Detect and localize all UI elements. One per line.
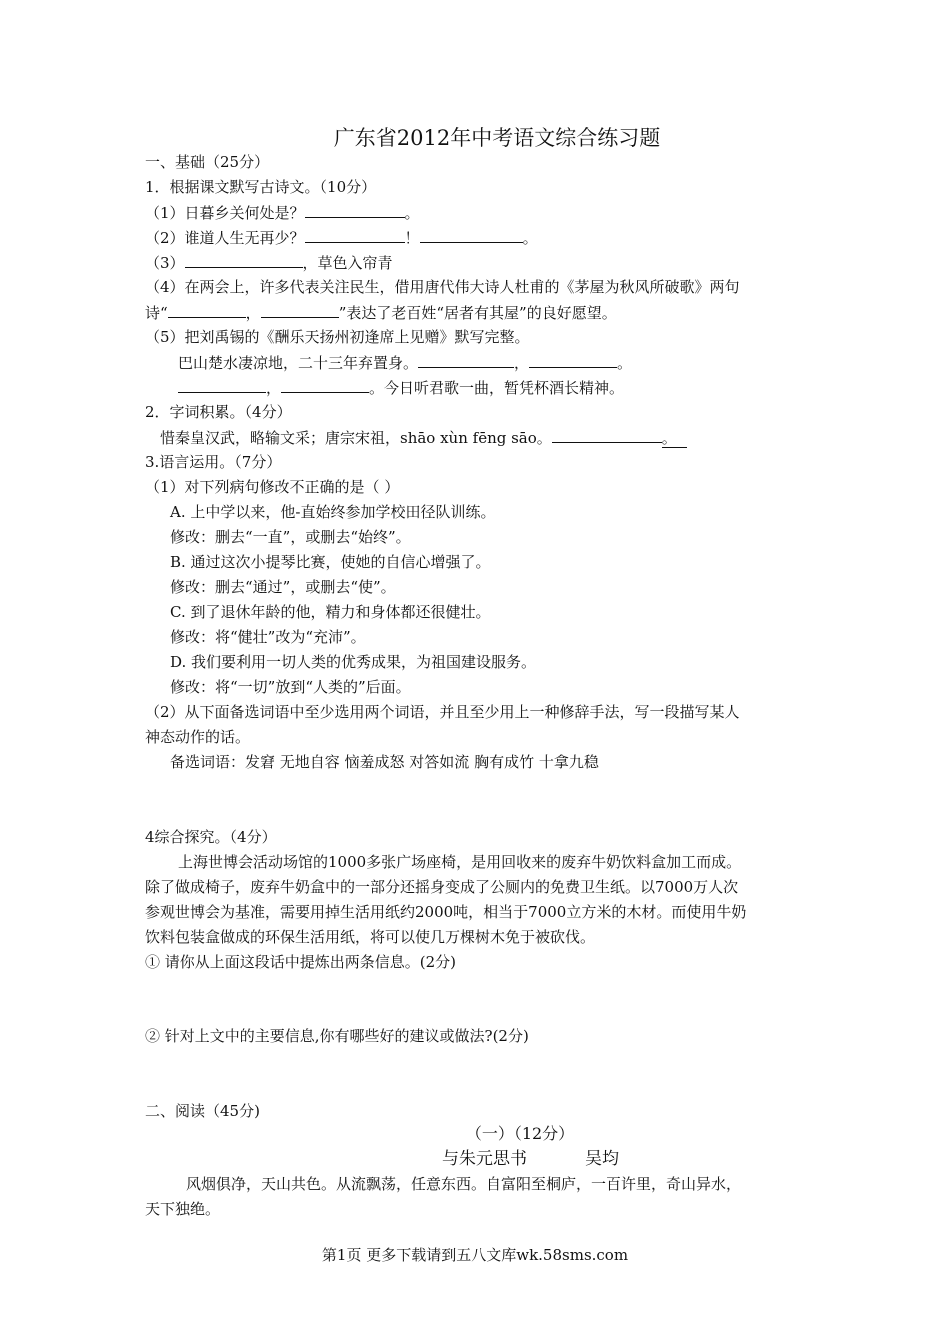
article-text-line: 天下独绝。: [145, 1200, 221, 1218]
article-title: 与朱元思书: [442, 1149, 527, 1169]
answer-blank[interactable]: [420, 227, 523, 243]
answer-blank[interactable]: [529, 352, 617, 368]
answer-blank[interactable]: [261, 302, 339, 318]
q3-option-d: D. 我们要利用一切人类的优秀成果，为祖国建设服务。: [170, 653, 537, 671]
section1-heading: 一、基础（25分）: [145, 153, 270, 171]
q3-option-a: A. 上中学以来，他-直始终参加学校田径队训练。: [170, 503, 496, 521]
q3-word-list: 备选词语：发窘 无地自容 恼羞成怒 对答如流 胸有成竹 十拿九稳: [170, 753, 599, 771]
page-footer: 第1页 更多下载请到五八文库wk.58sms.com: [321, 1246, 629, 1264]
reading-part-label: （一）（12分）: [465, 1124, 575, 1143]
q4-paragraph-line: 除了做成椅子，废弃牛奶盒中的一部分还摇身变成了公厕内的免费卫生纸。以7000万人次: [145, 878, 739, 896]
answer-blank[interactable]: [305, 227, 405, 243]
q1-part4-line2: 诗“ ， ”表达了老百姓“居者有其屋”的良好愿望。: [145, 304, 617, 322]
q4-ask2: ② 针对上文中的主要信息,你有哪些好的建议或做法?(2分): [145, 1027, 529, 1045]
q2-line: 惜秦皇汉武，略输文采；唐宗宋祖，shāo xùn fēng sāo。 。: [160, 427, 687, 448]
answer-blank[interactable]: [178, 377, 266, 393]
q1-part5-line3: ， 。今日听君歌一曲，暂凭杯酒长精神。: [178, 377, 624, 398]
q4-paragraph-line: 参观世博会为基准，需要用掉生活用纸约2000吨，相当于7000立方米的木材。而使用牛奶: [145, 903, 747, 921]
q1-part5-line1: （5）把刘禹锡的《酬乐天扬州初逢席上见赠》默写完整。: [145, 328, 530, 346]
q3-fix-c: 修改：将“健壮”改为“充沛”。: [170, 628, 366, 646]
q4-paragraph-line: 上海世博会活动场馆的1000多张广场座椅，是用回收来的废弃牛奶饮料盒加工而成。: [178, 853, 742, 871]
q3-fix-d: 修改：将“一切”放到“人类的”后面。: [170, 678, 411, 696]
q3-option-b: B. 通过这次小提琴比赛，使她的自信心增强了。: [170, 553, 491, 571]
q3-fix-a: 修改：删去“一直”，或删去“始终”。: [170, 528, 411, 546]
answer-blank[interactable]: [305, 202, 405, 218]
q1-label: 1．根据课文默写古诗文。（10分）: [145, 178, 377, 196]
q3-option-c: C. 到了退休年龄的他，精力和身体都还很健壮。: [170, 603, 491, 621]
q1-part1: （1）日暮乡关何处是？ 。: [145, 204, 420, 222]
q3-sub2-line1: （2）从下面备选词语中至少选用两个词语，并且至少用上一种修辞手法，写一段描写某人: [145, 703, 740, 721]
q4-ask1: ① 请你从上面这段话中提炼出两条信息。(2分): [145, 953, 457, 971]
q3-sub2-line2: 神态动作的话。: [145, 728, 251, 746]
answer-blank[interactable]: [418, 352, 514, 368]
q1-part5-line2: 巴山楚水凄凉地，二十三年弃置身。 ， 。: [178, 354, 633, 372]
answer-blank[interactable]: [281, 377, 369, 393]
article-author: 吴均: [585, 1149, 619, 1169]
q4-label: 4综合探究。（4分）: [145, 828, 277, 846]
q2-label: 2．字词积累。（4分）: [145, 403, 292, 421]
q4-paragraph-line: 饮料包装盒做成的环保生活用纸，将可以使几万棵树木免于被砍伐。: [145, 928, 596, 946]
answer-blank[interactable]: [168, 302, 246, 318]
q1-part3: （3） ，草色入帘青: [145, 254, 393, 272]
section2-heading: 二、阅读（45分): [145, 1102, 260, 1120]
article-text-line: 风烟俱净，天山共色。从流飘荡，任意东西。自富阳至桐庐，一百许里，奇山异水，: [186, 1175, 742, 1193]
page-title: 广东省2012年中考语文综合练习题: [333, 126, 661, 150]
q1-part4-line1: （4）在两会上，许多代表关注民生，借用唐代伟大诗人杜甫的《茅屋为秋风所破歌》两句: [145, 278, 740, 296]
answer-blank[interactable]: [185, 252, 303, 268]
q3-fix-b: 修改：删去“通过”，或删去“使”。: [170, 578, 396, 596]
q1-part2: （2）谁道人生无再少？ ！ 。: [145, 229, 538, 247]
q3-label: 3.语言运用。（7分）: [145, 453, 282, 471]
q3-sub1: （1）对下列病句修改不正确的是（ ）: [145, 478, 400, 496]
answer-blank[interactable]: [552, 427, 662, 443]
